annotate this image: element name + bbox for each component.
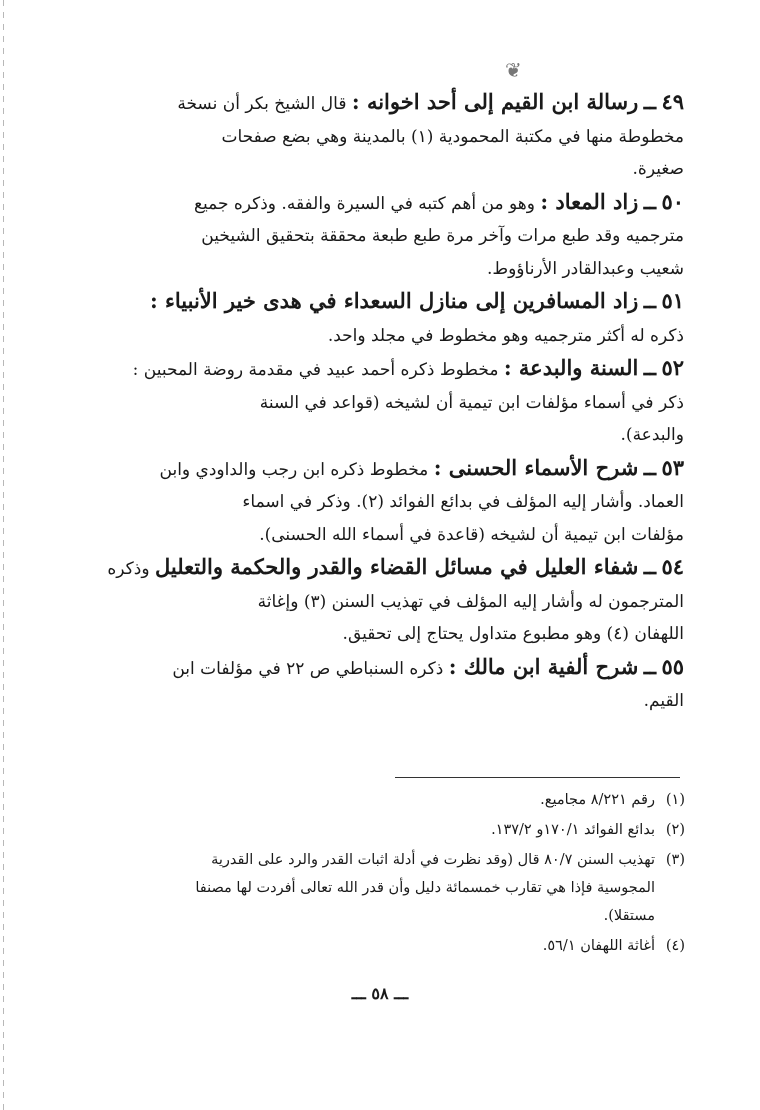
entry-text: والبدعة). [620, 425, 684, 445]
entry-54 [70, 551, 684, 651]
entry-first-line [70, 352, 684, 387]
entry-text: مترجميه وقد طبع مرات وآخر مرة طبع طبعة محققة بتحقيق الشيخين [201, 226, 684, 246]
footnote-text: المجوسية فإذا هي تقارب خمسمائة دليل وأن قدر الله تعالى أفردت لها مصنفا [195, 880, 655, 896]
entry-first-line [70, 285, 684, 320]
entry-53 [70, 452, 684, 552]
entry-title: السنة والبدعة : [503, 355, 639, 380]
entry-text: شعيب وعبدالقادر الأرناؤوط. [486, 258, 684, 279]
footnote-text: بدائع الفوائد ١٧٠/١و ١٣٧/٢. [491, 822, 655, 838]
entry-51 [70, 285, 684, 352]
entry-number: ٥٥ [661, 653, 684, 679]
entry-dash: ــ [643, 89, 657, 114]
footnote-text: مستقلا). [603, 908, 655, 924]
entry-first-line [70, 186, 684, 221]
entry-text: مخطوطة منها في مكتبة المحمودية (١) بالمدينة وهي بضع صفحات [221, 126, 684, 147]
entry-dash: ــ [643, 554, 657, 579]
footnote-mark: (١) [665, 792, 685, 808]
entry-title: شرح الأسماء الحسنى : [433, 454, 639, 480]
entry-text: مخطوط ذكره ابن رجب والداودي وابن [159, 459, 429, 480]
entry-title: شرح ألفية ابن مالك : [448, 653, 639, 679]
footnote-3 [75, 846, 685, 930]
entry-text: القيم. [643, 691, 684, 711]
entry-text: العماد. وأشار إليه المؤلف في بدائع الفوائد (٢). وذكر في اسماء [242, 492, 684, 512]
entry-number: ٥٣ [661, 454, 684, 480]
entry-text: ذكر في أسماء مؤلفات ابن تيمية أن لشيخه (قواعد في السنة [259, 392, 684, 413]
footnote-2 [75, 816, 685, 844]
entry-text: مخطوط ذكره أحمد عبيد في مقدمة روضة المحبين : [132, 360, 499, 380]
entry-text: صغيرة. [632, 159, 684, 179]
entry-title: زاد المعاد : [540, 188, 639, 214]
entry-50 [70, 186, 684, 286]
footnotes [75, 786, 685, 962]
entry-55 [70, 651, 684, 718]
entry-first-line [70, 551, 684, 586]
entry-text: ذكره له أكثر مترجميه وهو مخطوط في مجلد واحد. [327, 325, 684, 346]
entry-text: ذكره السنباطي ص ٢٢ في مؤلفات ابن [172, 658, 444, 679]
entry-text: المترجمون له وأشار إليه المؤلف في تهذيب السنن (٣) وإغاثة [257, 591, 684, 612]
footnote-1 [75, 786, 685, 814]
entry-first-line [70, 452, 684, 487]
entry-text: اللهفان (٤) وهو مطبوع متداول يحتاج إلى تحقيق. [342, 624, 684, 644]
entry-number: ٥٠ [661, 188, 684, 214]
entry-first-line [70, 651, 684, 686]
footnote-mark: (٤) [665, 938, 685, 954]
entry-dash: ــ [643, 288, 657, 313]
entry-text: وذكره [107, 559, 150, 579]
entry-first-line [70, 86, 684, 121]
main-text [70, 86, 684, 718]
entry-title: رسالة ابن القيم إلى أحد اخوانه : [351, 89, 639, 114]
entry-text: وهو من أهم كتبه في السيرة والفقه. وذكره جميع [193, 193, 535, 214]
footnote-mark: (٣) [665, 852, 685, 868]
entry-number: ٥١ [661, 288, 684, 313]
entry-title: زاد المسافرين إلى منازل السعداء في هدى خير الأنبياء : [149, 288, 639, 313]
footnote-text: أغاثة اللهفان ٥٦/١. [542, 938, 655, 954]
entry-dash: ــ [643, 653, 657, 679]
entry-number: ٥٤ [661, 554, 684, 579]
entry-number: ٥٢ [661, 355, 684, 380]
footnote-divider [395, 777, 680, 778]
ornament-icon: ❦ [505, 58, 522, 82]
entry-text: مؤلفات ابن تيمية أن لشيخه (قاعدة في أسماء الله الحسنى). [259, 524, 684, 545]
scan-edge-divider [3, 0, 4, 1110]
footnote-text: رقم ٨/٢٢١ مجاميع. [540, 792, 655, 808]
footnote-mark: (٢) [665, 822, 685, 838]
entry-title: شفاء العليل في مسائل القضاء والقدر والحكمة والتعليل [154, 554, 639, 579]
entry-number: ٤٩ [661, 89, 684, 114]
entry-49 [70, 86, 684, 186]
entry-dash: ــ [643, 188, 657, 214]
entry-dash: ــ [643, 454, 657, 480]
footnote-4 [75, 932, 685, 960]
page-number: ـــ ٥٨ ـــ [351, 984, 409, 1003]
footnote-text: تهذيب السنن ٨٠/٧ قال (وقد نظرت في أدلة اثبات القدر والرد على القدرية [211, 852, 655, 868]
entry-52 [70, 352, 684, 452]
entry-text: قال الشيخ بكر أن نسخة [177, 94, 347, 114]
entry-dash: ــ [643, 355, 657, 380]
